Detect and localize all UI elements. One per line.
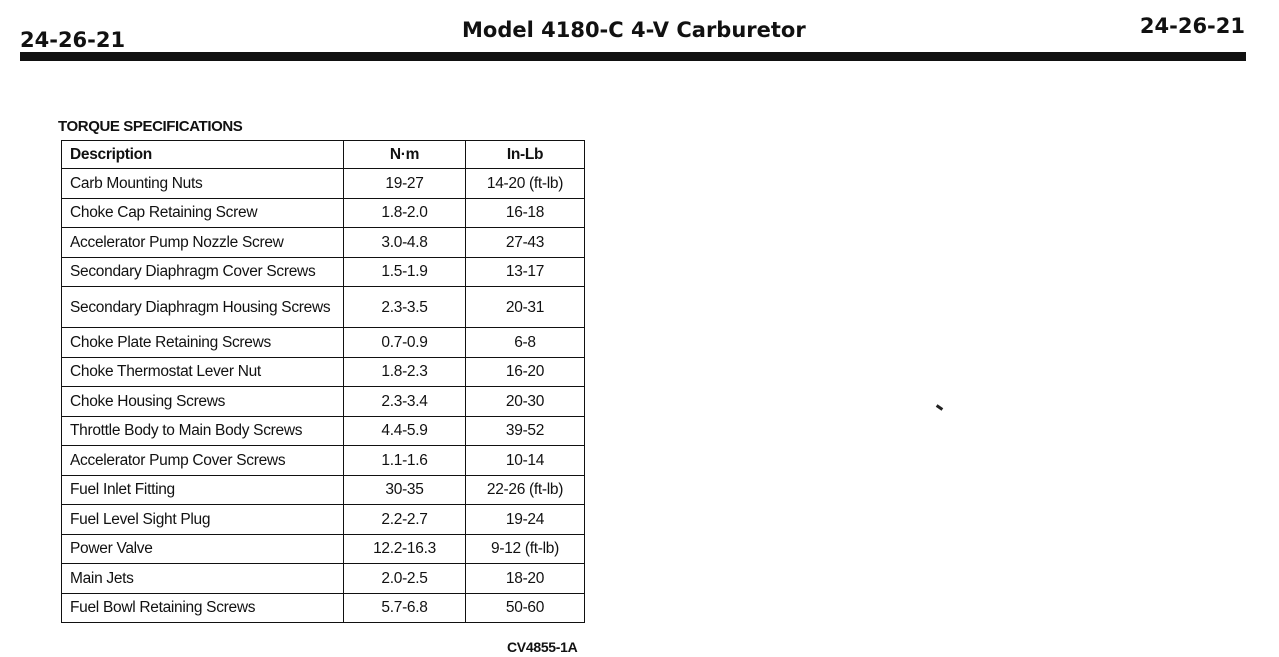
header-rule — [20, 52, 1246, 61]
row-nm-value: 2.2-2.7 — [344, 505, 466, 535]
column-header-inlb: In-Lb — [466, 141, 585, 169]
row-description: Secondary Diaphragm Housing Screws — [62, 287, 344, 328]
table-row — [62, 169, 585, 199]
row-description: Fuel Level Sight Plug — [62, 505, 344, 535]
table-row — [62, 357, 585, 387]
column-header-nm: N·m — [344, 141, 466, 169]
row-inlb-value: 16-18 — [466, 198, 585, 228]
table-row — [62, 287, 585, 328]
row-description: Choke Housing Screws — [62, 387, 344, 417]
table-row — [62, 387, 585, 417]
table-row — [62, 475, 585, 505]
row-description: Choke Plate Retaining Screws — [62, 328, 344, 358]
row-nm-value: 12.2-16.3 — [344, 534, 466, 564]
row-inlb-value: 39-52 — [466, 416, 585, 446]
row-description: Power Valve — [62, 534, 344, 564]
row-inlb-value: 19-24 — [466, 505, 585, 535]
section-title: TORQUE SPECIFICATIONS — [58, 118, 243, 135]
table-row — [62, 228, 585, 258]
table-row — [62, 328, 585, 358]
table-row — [62, 198, 585, 228]
row-nm-value: 2.3-3.4 — [344, 387, 466, 417]
row-inlb-value: 16-20 — [466, 357, 585, 387]
row-inlb-value: 20-30 — [466, 387, 585, 417]
row-nm-value: 1.5-1.9 — [344, 257, 466, 287]
row-description: Choke Thermostat Lever Nut — [62, 357, 344, 387]
row-description: Accelerator Pump Nozzle Screw — [62, 228, 344, 258]
row-inlb-value: 27-43 — [466, 228, 585, 258]
row-nm-value: 30-35 — [344, 475, 466, 505]
page-number-left: 24-26-21 — [20, 28, 126, 52]
row-description: Secondary Diaphragm Cover Screws — [62, 257, 344, 287]
table-row — [62, 505, 585, 535]
row-description: Carb Mounting Nuts — [62, 169, 344, 199]
table-row — [62, 257, 585, 287]
row-nm-value: 0.7-0.9 — [344, 328, 466, 358]
table-header-row — [62, 141, 585, 169]
row-inlb-value: 50-60 — [466, 593, 585, 623]
row-inlb-value: 10-14 — [466, 446, 585, 476]
row-inlb-value: 13-17 — [466, 257, 585, 287]
table-row — [62, 564, 585, 594]
row-inlb-value: 14-20 (ft-lb) — [466, 169, 585, 199]
page-number-right: 24-26-21 — [1139, 14, 1245, 38]
row-nm-value: 2.3-3.5 — [344, 287, 466, 328]
row-inlb-value: 9-12 (ft-lb) — [466, 534, 585, 564]
row-inlb-value: 22-26 (ft-lb) — [466, 475, 585, 505]
table-row — [62, 446, 585, 476]
figure-code: CV4855-1A — [507, 639, 578, 655]
row-description: Fuel Bowl Retaining Screws — [62, 593, 344, 623]
row-description: Choke Cap Retaining Screw — [62, 198, 344, 228]
row-nm-value: 2.0-2.5 — [344, 564, 466, 594]
page-title: Model 4180-C 4-V Carburetor — [462, 18, 806, 42]
row-description: Main Jets — [62, 564, 344, 594]
row-nm-value: 1.8-2.3 — [344, 357, 466, 387]
scan-speck — [936, 404, 943, 410]
table-row — [62, 534, 585, 564]
column-header-description: Description — [62, 141, 344, 169]
row-nm-value: 19-27 — [344, 169, 466, 199]
row-description: Accelerator Pump Cover Screws — [62, 446, 344, 476]
table-row — [62, 416, 585, 446]
row-nm-value: 1.1-1.6 — [344, 446, 466, 476]
row-nm-value: 4.4-5.9 — [344, 416, 466, 446]
row-nm-value: 1.8-2.0 — [344, 198, 466, 228]
row-nm-value: 5.7-6.8 — [344, 593, 466, 623]
row-description: Fuel Inlet Fitting — [62, 475, 344, 505]
row-description: Throttle Body to Main Body Screws — [62, 416, 344, 446]
row-inlb-value: 18-20 — [466, 564, 585, 594]
torque-specifications-table — [61, 140, 585, 623]
row-inlb-value: 6-8 — [466, 328, 585, 358]
table-row — [62, 593, 585, 623]
row-nm-value: 3.0-4.8 — [344, 228, 466, 258]
row-inlb-value: 20-31 — [466, 287, 585, 328]
